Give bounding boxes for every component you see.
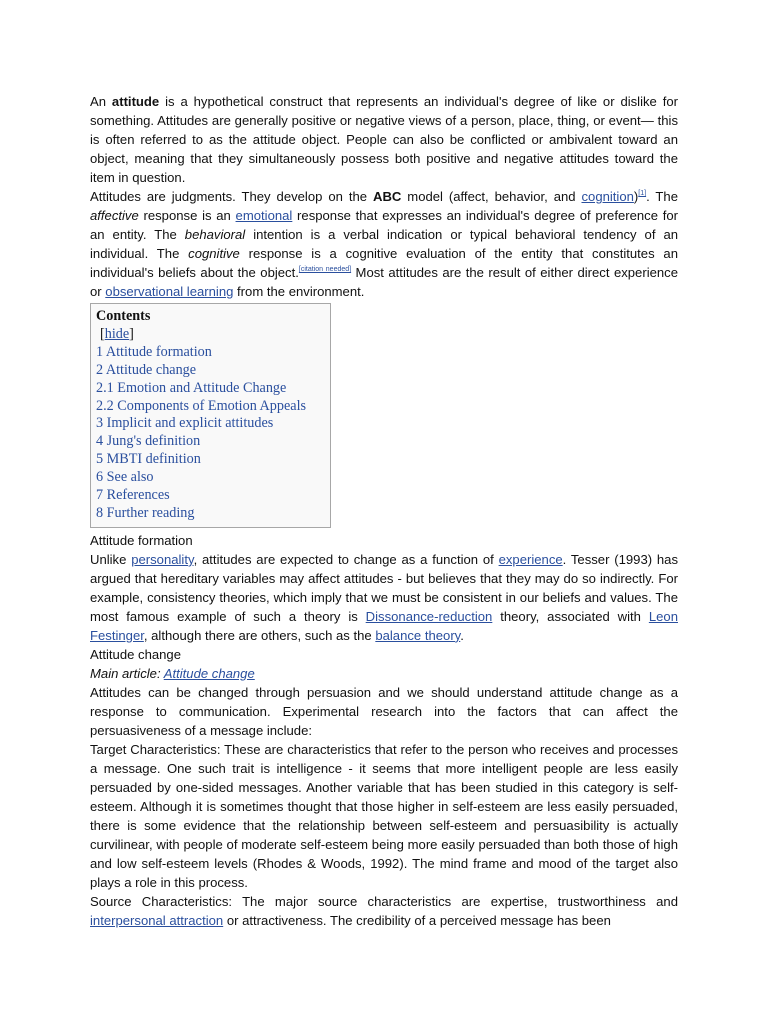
toc-item-references[interactable]: 7 References	[96, 487, 170, 504]
text: Unlike	[90, 551, 132, 567]
text: Most attitudes are the result of either direct experience or	[90, 265, 679, 299]
target-characteristics-paragraph: Target Characteristics: These are characteristics that refer to the person who receives and processes a message. One such trait is intelligence - it seems that more intelligent people are less easily persuaded by one-sided messages. Another variable that has been studied in this category is self-esteem. Although it is sometimes thought that those higher in self-esteem are less easily persuaded, there is some evidence that the relationship between self-esteem and persuasibility is actually curvilinear, with people of moderate self-esteem being more easily persuaded than both those of high and low self-esteem levels (Rhodes & Woods, 1992). The mind frame and mood of the target also plays a role in this process.	[90, 741, 678, 890]
bracket: ]	[129, 325, 134, 342]
link-emotional[interactable]: emotional	[235, 208, 293, 223]
main-article-note	[90, 664, 678, 683]
link-leon-festinger[interactable]: Leon Festinger	[90, 608, 678, 643]
italic-term: behavioral	[184, 227, 246, 242]
formation-paragraph	[90, 550, 678, 645]
link-observational-learning[interactable]: observational learning	[105, 284, 234, 299]
text: response is an	[138, 208, 236, 223]
text: )	[633, 189, 639, 204]
link-experience[interactable]: experience	[498, 551, 563, 567]
text: Attitudes are judgments. They develop on the	[90, 189, 373, 204]
text: or attractiveness. The credibility of a perceived message has been	[223, 912, 611, 928]
text: intention is a verbal indication or typical behavioral tendency of an individual. The	[90, 227, 679, 261]
main-article-label: Main article:	[90, 665, 164, 681]
toc-item-attitude-formation[interactable]: 1 Attitude formation	[96, 343, 212, 360]
link-interpersonal-attraction[interactable]: interpersonal attraction	[90, 912, 224, 928]
italic-term: affective	[90, 208, 139, 223]
text: . Tesser (1993) has argued that hereditary variables may affect attitudes - but believes that they may do so indirectly. For example, consistency theories, which imply that we must be consistent in our beliefs and values. The most famous example of such a theory is	[90, 551, 678, 624]
text: is a hypothetical construct that represents an individual's degree of like or dislike for something. Attitudes are generally positive or negative views of a person, place, thing, or event— this is often referred to as the attitude object. People can also be conflicted or ambivalent toward an object, meaning that they simultaneously possess both positive and negative attitudes toward the item in question.	[90, 94, 679, 185]
toc-item-mbti-definition[interactable]: 5 MBTI definition	[96, 451, 201, 468]
link-personality[interactable]: personality	[131, 551, 194, 567]
toc-item-components-emotion-appeals[interactable]: 2.2 Components of Emotion Appeals	[96, 397, 307, 414]
text: An	[90, 94, 112, 109]
text: response that expresses an individual's degree of preference for an entity. The	[90, 208, 678, 242]
toc-hide-link[interactable]: hide	[104, 325, 130, 342]
text: from the environment.	[233, 284, 365, 299]
bold-term: attitude	[111, 94, 160, 109]
text: .	[460, 627, 464, 643]
table-of-contents	[90, 303, 331, 528]
bracket: [	[100, 325, 105, 342]
toc-hide-toggle	[96, 326, 330, 344]
text: theory, associated with	[492, 608, 649, 624]
document-page	[90, 92, 678, 930]
text: response is a cognitive evaluation of the entity that constitutes an individual's beliefs about the object.	[90, 246, 678, 280]
toc-title: Contents	[96, 308, 151, 324]
toc-item-see-also[interactable]: 6 See also	[96, 469, 154, 486]
toc-item-attitude-change[interactable]: 2 Attitude change	[96, 361, 197, 378]
abc-model-paragraph	[90, 187, 678, 301]
toc-item-further-reading[interactable]: 8 Further reading	[96, 504, 195, 521]
text: . The	[646, 189, 678, 204]
citation-link[interactable]: [1]	[638, 190, 647, 197]
text: model (affect, behavior, and	[401, 189, 582, 204]
link-cognition[interactable]: cognition	[581, 189, 634, 204]
source-characteristics-paragraph	[90, 892, 678, 930]
text: , although there are others, such as the	[143, 627, 376, 643]
intro-paragraph	[90, 92, 678, 187]
section-heading-attitude-change: Attitude change	[90, 646, 181, 662]
italic-term: cognitive	[188, 246, 240, 261]
toc-item-implicit-explicit[interactable]: 3 Implicit and explicit attitudes	[96, 415, 274, 432]
bold-term: ABC	[372, 189, 402, 204]
text: Source Characteristics: The major source characteristics are expertise, trustworthiness and	[90, 893, 678, 909]
persuasion-paragraph: Attitudes can be changed through persuasion and we should understand attitude change as a response to communication. Experimental research into the factors that can affect the persuasiveness of a message include:	[90, 684, 678, 738]
text: , attitudes are expected to change as a function of	[193, 551, 499, 567]
citation-needed-link[interactable]: [citation needed]	[298, 266, 352, 273]
toc-item-jung-definition[interactable]: 4 Jung's definition	[96, 433, 201, 450]
toc-item-emotion-attitude-change[interactable]: 2.1 Emotion and Attitude Change	[96, 379, 287, 396]
link-dissonance-reduction[interactable]: Dissonance-reduction	[365, 608, 493, 624]
link-balance-theory[interactable]: balance theory	[375, 627, 461, 643]
link-attitude-change[interactable]: Attitude change	[163, 665, 255, 681]
section-heading-attitude-formation: Attitude formation	[90, 532, 193, 548]
